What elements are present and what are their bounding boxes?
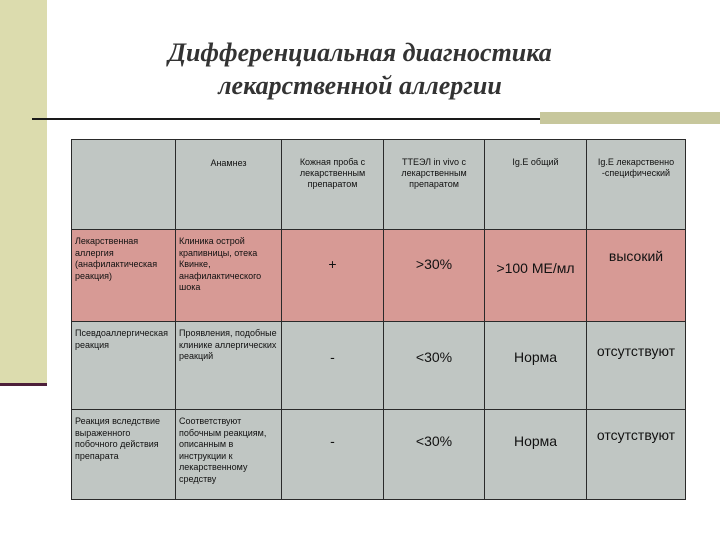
header-cell-ige-total: Ig.E общий [485, 140, 587, 230]
ige-specific-cell: высокий [587, 230, 686, 322]
table-row [72, 322, 686, 410]
anamnesis-cell: Соответствуют побочным реакциям, описанным в инструкции к лекарственному средству [176, 410, 282, 500]
skin-test-cell: - [282, 322, 384, 410]
table-row [72, 410, 686, 500]
ige-specific-cell: отсутствуют [587, 322, 686, 410]
table-header-row [72, 140, 686, 230]
row-name-cell: Лекарственная аллергия (анафилактическая реакция) [72, 230, 176, 322]
row-name-cell: Псевдоаллергическая реакция [72, 322, 176, 410]
ige-total-cell: >100 МЕ/мл [485, 230, 587, 322]
header-cell-ige-specific: Ig.E лекарственно -специфический [587, 140, 686, 230]
slide-title-line-1: Дифференциальная диагностика [168, 38, 552, 67]
ttel-cell: >30% [384, 230, 485, 322]
header-cell-empty [72, 140, 176, 230]
ttel-cell: <30% [384, 322, 485, 410]
ige-total-cell: Норма [485, 410, 587, 500]
skin-test-cell: - [282, 410, 384, 500]
differential-diagnosis-table [71, 139, 686, 500]
slide-title-line-2: лекарственной аллергии [218, 71, 502, 100]
skin-test-cell: + [282, 230, 384, 322]
anamnesis-cell: Проявления, подобные клинике аллергических реакций [176, 322, 282, 410]
header-cell-skin-test: Кожная проба с лекарственным препаратом [282, 140, 384, 230]
header-cell-anamnesis: Анамнез [176, 140, 282, 230]
ige-total-cell: Норма [485, 322, 587, 410]
title-underline [32, 118, 540, 120]
side-accent-bar [0, 0, 47, 385]
header-cell-ttel: ТТЕЭЛ in vivo с лекарственным препаратом [384, 140, 485, 230]
row-name-cell: Реакция вследствие выраженного побочного действия препарата [72, 410, 176, 500]
title-underline-accent [540, 112, 720, 124]
ttel-cell: <30% [384, 410, 485, 500]
side-accent-bar-edge [0, 383, 47, 386]
ige-specific-cell: отсутствуют [587, 410, 686, 500]
slide-title [60, 36, 660, 102]
table-row [72, 230, 686, 322]
anamnesis-cell: Клиника острой крапивницы, отека Квинке, анафилактического шока [176, 230, 282, 322]
